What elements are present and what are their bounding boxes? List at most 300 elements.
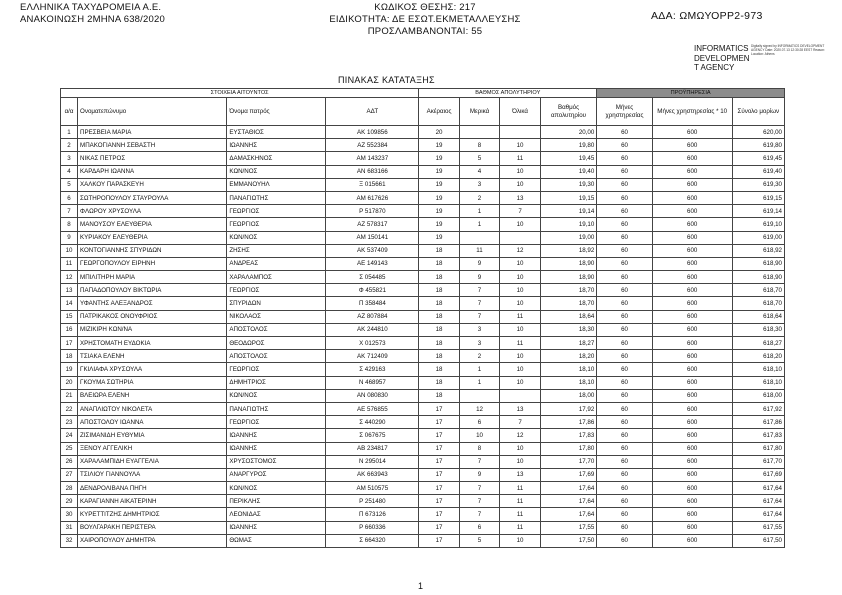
cell-months: 60 (597, 271, 652, 284)
cell-partial: 7 (459, 455, 500, 468)
cell-sum: 617,80 (732, 442, 784, 455)
cell-father: ΚΩΝ/ΝΟΣ (227, 482, 326, 495)
cell-aa: 24 (61, 429, 78, 442)
cell-father: ΚΩΝ/ΝΟΣ (227, 389, 326, 402)
cell-integer: 18 (419, 337, 460, 350)
table-row (61, 244, 785, 257)
col-partial: Μερικά (459, 98, 500, 126)
cell-id: ΑΚ 712409 (326, 350, 419, 363)
cell-aa: 23 (61, 416, 78, 429)
cell-grade: 19,40 (540, 165, 597, 178)
cell-aa: 11 (61, 257, 78, 270)
cell-integer: 18 (419, 257, 460, 270)
table-row (61, 402, 785, 415)
cell-months: 60 (597, 178, 652, 191)
cell-father: ΓΕΩΡΓΙΟΣ (227, 218, 326, 231)
cell-aa: 9 (61, 231, 78, 244)
cell-partial: 6 (459, 521, 500, 534)
cell-name: ΜΠΙΛΙΤΗΡΗ ΜΑΡΙΑ (78, 271, 227, 284)
cell-partial: 5 (459, 152, 500, 165)
cell-father: ΖΗΣΗΣ (227, 244, 326, 257)
cell-name: ΖΙΣΙΜΑΝΙΔΗ ΕΥΘΥΜΙΑ (78, 429, 227, 442)
cell-sum: 618,30 (732, 323, 784, 336)
cell-total: 7 (500, 205, 541, 218)
cell-months: 60 (597, 508, 652, 521)
cell-sum: 619,30 (732, 178, 784, 191)
cell-sum: 619,45 (732, 152, 784, 165)
cell-grade: 19,80 (540, 139, 597, 152)
cell-sum: 617,70 (732, 455, 784, 468)
cell-aa: 20 (61, 376, 78, 389)
table-row (61, 350, 785, 363)
cell-months10: 600 (652, 271, 732, 284)
cell-name: ΚΑΡΑΓΙΑΝΝΗ ΑΙΚΑΤΕΡΙΝΗ (78, 495, 227, 508)
cell-aa: 18 (61, 350, 78, 363)
cell-aa: 25 (61, 442, 78, 455)
cell-total: 10 (500, 363, 541, 376)
cell-name: ΝΙΚΑΣ ΠΕΤΡΟΣ (78, 152, 227, 165)
page-number: 1 (418, 581, 424, 591)
cell-father: ΠΑΝΑΓΙΩΤΗΣ (227, 402, 326, 415)
col-total: Όλικά (500, 98, 541, 126)
cell-total: 11 (500, 508, 541, 521)
cell-total: 10 (500, 323, 541, 336)
cell-sum: 618,00 (732, 389, 784, 402)
table-row (61, 389, 785, 402)
cell-grade: 18,90 (540, 271, 597, 284)
cell-id: ΑΚ 244810 (326, 323, 419, 336)
table-row (61, 218, 785, 231)
cell-partial: 1 (459, 218, 500, 231)
group-experience: ΠΡΟΫΠΗΡΕΣΙΑ (597, 89, 785, 98)
cell-sum: 619,40 (732, 165, 784, 178)
table-row (61, 152, 785, 165)
cell-father: ΚΩΝ/ΝΟΣ (227, 231, 326, 244)
cell-integer: 18 (419, 389, 460, 402)
cell-sum: 617,86 (732, 416, 784, 429)
cell-integer: 18 (419, 310, 460, 323)
cell-total: 12 (500, 429, 541, 442)
cell-total (500, 126, 541, 139)
specialty: ΕΙΔΙΚΟΤΗΤΑ: ΔΕ ΕΣΩΤ.ΕΚΜΕΤΑΛΛΕΥΣΗΣ (329, 14, 521, 25)
cell-integer: 18 (419, 376, 460, 389)
cell-months10: 600 (652, 495, 732, 508)
cell-father: ΘΕΟΔΩΡΟΣ (227, 337, 326, 350)
cell-id: ΑΚ 663943 (326, 468, 419, 481)
col-id: ΑΔΤ (326, 98, 419, 126)
cell-name: ΔΕΝΔΡΟΛΙΒΑΝΑ ΠΗΓΗ (78, 482, 227, 495)
cell-father: ΓΕΩΡΓΙΟΣ (227, 284, 326, 297)
cell-aa: 4 (61, 165, 78, 178)
table-row (61, 178, 785, 191)
cell-grade: 17,70 (540, 455, 597, 468)
group-grade: ΒΑΘΜΟΣ ΑΠΟΛΥΤΗΡΙΟΥ (419, 89, 597, 98)
cell-name: ΑΝΑΠΛΙΩΤΟΥ ΝΙΚΟΛΕΤΑ (78, 402, 227, 415)
cell-total: 13 (500, 468, 541, 481)
table-row (61, 429, 785, 442)
cell-months10: 600 (652, 284, 732, 297)
cell-months: 60 (597, 363, 652, 376)
table-body (61, 126, 785, 548)
cell-integer: 18 (419, 271, 460, 284)
cell-months: 60 (597, 323, 652, 336)
cell-grade: 18,70 (540, 284, 597, 297)
cell-months: 60 (597, 139, 652, 152)
col-months10: Μήνες χρηστηρεσίας * 10 (652, 98, 732, 126)
cell-months10: 600 (652, 508, 732, 521)
cell-partial: 7 (459, 495, 500, 508)
cell-id: Ν 468957 (326, 376, 419, 389)
table-row (61, 126, 785, 139)
cell-months10: 600 (652, 442, 732, 455)
cell-aa: 26 (61, 455, 78, 468)
table-row (61, 165, 785, 178)
cell-partial: 11 (459, 244, 500, 257)
cell-sum: 619,10 (732, 218, 784, 231)
cell-id: Σ 440290 (326, 416, 419, 429)
cell-name: ΧΡΗΣΤΟΜΑΤΗ ΕΥΔΟΚΙΑ (78, 337, 227, 350)
cell-months10: 600 (652, 205, 732, 218)
table-row (61, 468, 785, 481)
cell-total (500, 389, 541, 402)
cell-months10: 600 (652, 297, 732, 310)
announcement-number: ΑΝΑΚΟΙΝΩΣΗ 2ΜΗΝΑ 638/2020 (20, 14, 165, 25)
position-code: ΚΩΔΙΚΟΣ ΘΕΣΗΣ: 217 (374, 2, 476, 13)
cell-id: ΑΝ 080830 (326, 389, 419, 402)
cell-aa: 19 (61, 363, 78, 376)
cell-grade: 20,00 (540, 126, 597, 139)
cell-sum: 618,27 (732, 337, 784, 350)
cell-id: Ρ 660336 (326, 521, 419, 534)
cell-id: ΑΕ 149143 (326, 257, 419, 270)
cell-partial (459, 389, 500, 402)
cell-name: ΓΕΩΡΓΟΠΟΥΛΟΥ ΕΙΡΗΝΗ (78, 257, 227, 270)
cell-months10: 600 (652, 323, 732, 336)
cell-partial: 7 (459, 284, 500, 297)
table-row (61, 323, 785, 336)
table-row (61, 297, 785, 310)
cell-grade: 17,64 (540, 508, 597, 521)
table-row (61, 521, 785, 534)
cell-sum: 618,10 (732, 363, 784, 376)
cell-name: ΧΑΛΚΟΥ ΠΑΡΑΣΚΕΥΗ (78, 178, 227, 191)
cell-name: ΜΙΖΙΚΙΡΗ ΚΩΝ/ΝΑ (78, 323, 227, 336)
cell-months: 60 (597, 468, 652, 481)
cell-aa: 30 (61, 508, 78, 521)
cell-grade: 19,45 (540, 152, 597, 165)
cell-aa: 15 (61, 310, 78, 323)
cell-total: 10 (500, 218, 541, 231)
cell-aa: 17 (61, 337, 78, 350)
table-row (61, 205, 785, 218)
cell-name: ΞΕΝΟΥ ΑΓΓΕΛΙΚΗ (78, 442, 227, 455)
cell-months10: 600 (652, 363, 732, 376)
cell-integer: 18 (419, 297, 460, 310)
cell-father: ΣΠΥΡΙΔΩΝ (227, 297, 326, 310)
cell-grade: 19,10 (540, 218, 597, 231)
cell-sum: 617,55 (732, 521, 784, 534)
cell-integer: 18 (419, 244, 460, 257)
cell-father: ΔΗΜΗΤΡΙΟΣ (227, 376, 326, 389)
cell-father: ΚΩΝ/ΝΟΣ (227, 165, 326, 178)
cell-aa: 28 (61, 482, 78, 495)
cell-father: ΔΑΜΑΣΚΗΝΟΣ (227, 152, 326, 165)
cell-aa: 29 (61, 495, 78, 508)
cell-partial: 12 (459, 402, 500, 415)
cell-grade: 18,70 (540, 297, 597, 310)
cell-father: ΓΕΩΡΓΙΟΣ (227, 363, 326, 376)
cell-integer: 19 (419, 165, 460, 178)
cell-integer: 18 (419, 363, 460, 376)
cell-integer: 18 (419, 284, 460, 297)
cell-total: 11 (500, 521, 541, 534)
cell-father: ΓΕΩΡΓΙΟΣ (227, 205, 326, 218)
cell-id: Σ 664320 (326, 534, 419, 547)
cell-months: 60 (597, 521, 652, 534)
cell-grade: 17,50 (540, 534, 597, 547)
cell-id: Π 673126 (326, 508, 419, 521)
cell-integer: 17 (419, 455, 460, 468)
cell-partial: 3 (459, 337, 500, 350)
cell-months: 60 (597, 350, 652, 363)
table-row (61, 139, 785, 152)
cell-partial: 2 (459, 191, 500, 204)
cell-months: 60 (597, 402, 652, 415)
cell-sum: 617,64 (732, 482, 784, 495)
col-name: Ονοματεπώνυμο (78, 98, 227, 126)
cell-name: ΧΑΙΡΟΠΟΥΛΟΥ ΔΗΜΗΤΡΑ (78, 534, 227, 547)
cell-father: ΙΩΑΝΝΗΣ (227, 442, 326, 455)
cell-name: ΦΛΩΡΟΥ ΧΡΥΣΟΥΛΑ (78, 205, 227, 218)
table-row (61, 191, 785, 204)
cell-grade: 18,92 (540, 244, 597, 257)
cell-months: 60 (597, 455, 652, 468)
cell-father: ΘΩΜΑΣ (227, 534, 326, 547)
cell-aa: 5 (61, 178, 78, 191)
cell-sum: 619,80 (732, 139, 784, 152)
cell-months: 60 (597, 191, 652, 204)
cell-name: ΚΥΡΙΑΚΟΥ ΕΛΕΥΘΕΡΙΑ (78, 231, 227, 244)
org-name: ΕΛΛΗΝΙΚΑ ΤΑΧΥΔΡΟΜΕΙΑ Α.Ε. (20, 2, 162, 13)
cell-aa: 6 (61, 191, 78, 204)
cell-integer: 19 (419, 191, 460, 204)
cell-total: 10 (500, 178, 541, 191)
cell-integer: 19 (419, 218, 460, 231)
cell-grade: 18,90 (540, 257, 597, 270)
cell-total: 10 (500, 350, 541, 363)
cell-partial: 7 (459, 508, 500, 521)
cell-partial: 10 (459, 429, 500, 442)
cell-integer: 19 (419, 178, 460, 191)
cell-id: ΑΝ 683166 (326, 165, 419, 178)
cell-aa: 21 (61, 389, 78, 402)
table-row (61, 363, 785, 376)
cell-sum: 618,64 (732, 310, 784, 323)
cell-id: Ρ 251480 (326, 495, 419, 508)
cell-aa: 2 (61, 139, 78, 152)
cell-grade: 19,30 (540, 178, 597, 191)
cell-months: 60 (597, 482, 652, 495)
cell-father: ΕΜΜΑΝΟΥΗΛ (227, 178, 326, 191)
cell-total: 10 (500, 257, 541, 270)
cell-months: 60 (597, 257, 652, 270)
col-father: Όνομα πατρός (227, 98, 326, 126)
cell-father: ΑΝΔΡΕΑΣ (227, 257, 326, 270)
cell-sum: 619,15 (732, 191, 784, 204)
cell-aa: 22 (61, 402, 78, 415)
group-applicant: ΣΤΟΙΧΕΙΑ ΑΙΤΟΥΝΤΟΣ (61, 89, 419, 98)
cell-months: 60 (597, 205, 652, 218)
cell-grade: 17,55 (540, 521, 597, 534)
cell-id: ΑΖ 552384 (326, 139, 419, 152)
cell-name: ΠΡΕΣΒΕΙΑ ΜΑΡΙΑ (78, 126, 227, 139)
cell-months10: 600 (652, 534, 732, 547)
cell-partial: 7 (459, 310, 500, 323)
cell-total: 10 (500, 139, 541, 152)
cell-aa: 14 (61, 297, 78, 310)
table-row (61, 257, 785, 270)
cell-aa: 12 (61, 271, 78, 284)
cell-grade: 18,27 (540, 337, 597, 350)
cell-months10: 600 (652, 389, 732, 402)
table-row (61, 442, 785, 455)
col-sum: Σύνολο μορίων (732, 98, 784, 126)
cell-aa: 16 (61, 323, 78, 336)
cell-integer: 17 (419, 402, 460, 415)
cell-partial: 7 (459, 482, 500, 495)
cell-sum: 618,92 (732, 244, 784, 257)
cell-total: 10 (500, 165, 541, 178)
cell-grade: 17,64 (540, 495, 597, 508)
ranking-table (60, 88, 785, 548)
cell-name: ΓΚΙΛΙΑΦΑ ΧΡΥΣΟΥΛΑ (78, 363, 227, 376)
cell-name: ΥΦΑΝΤΗΣ ΑΛΕΞΑΝΔΡΟΣ (78, 297, 227, 310)
signature-stamp (694, 44, 824, 74)
cell-name: ΠΑΤΡΙΚΑΚΟΣ ΟΝΟΥΦΡΙΟΣ (78, 310, 227, 323)
cell-sum: 617,69 (732, 468, 784, 481)
ada-code: ΑΔΑ: ΩΜΩΥΟΡΡ2-973 (651, 10, 763, 22)
cell-months10: 600 (652, 231, 732, 244)
table-row (61, 455, 785, 468)
cell-months10: 600 (652, 402, 732, 415)
cell-father: ΝΙΚΟΛΑΟΣ (227, 310, 326, 323)
cell-sum: 617,64 (732, 495, 784, 508)
cell-id: Σ 054485 (326, 271, 419, 284)
cell-partial: 1 (459, 376, 500, 389)
cell-id: ΑΜ 617626 (326, 191, 419, 204)
col-aa: α/α (61, 98, 78, 126)
cell-grade: 17,86 (540, 416, 597, 429)
cell-name: ΜΑΝΟΥΣΟΥ ΕΛΕΥΘΕΡΙΑ (78, 218, 227, 231)
cell-months: 60 (597, 389, 652, 402)
table-row (61, 534, 785, 547)
cell-months10: 600 (652, 152, 732, 165)
cell-total: 11 (500, 337, 541, 350)
cell-integer: 17 (419, 429, 460, 442)
cell-months10: 600 (652, 482, 732, 495)
cell-id: Σ 429163 (326, 363, 419, 376)
table-row (61, 284, 785, 297)
cell-aa: 13 (61, 284, 78, 297)
table-row (61, 495, 785, 508)
cell-sum: 617,92 (732, 402, 784, 415)
cell-father: ΠΕΡΙΚΛΗΣ (227, 495, 326, 508)
cell-id: Ν 295014 (326, 455, 419, 468)
cell-months: 60 (597, 429, 652, 442)
cell-father: ΛΕΟΝΙΔΑΣ (227, 508, 326, 521)
cell-months10: 600 (652, 455, 732, 468)
cell-partial: 8 (459, 442, 500, 455)
cell-partial: 7 (459, 297, 500, 310)
cell-months: 60 (597, 218, 652, 231)
cell-integer: 19 (419, 231, 460, 244)
cell-grade: 17,92 (540, 402, 597, 415)
cell-id: ΑΜ 150141 (326, 231, 419, 244)
cell-grade: 17,64 (540, 482, 597, 495)
cell-name: ΣΩΤΗΡΟΠΟΥΛΟΥ ΣΤΑΥΡΟΥΛΑ (78, 191, 227, 204)
cell-id: Ξ 015661 (326, 178, 419, 191)
table-row (61, 310, 785, 323)
cell-months10: 600 (652, 376, 732, 389)
cell-name: ΚΥΡΕΤΤΙΤΖΗΣ ΔΗΜΗΤΡΙΟΣ (78, 508, 227, 521)
cell-integer: 17 (419, 534, 460, 547)
cell-father: ΑΠΟΣΤΟΛΟΣ (227, 323, 326, 336)
cell-months10: 600 (652, 126, 732, 139)
cell-months: 60 (597, 416, 652, 429)
cell-sum: 617,83 (732, 429, 784, 442)
cell-father: ΑΝΑΡΓΥΡΟΣ (227, 468, 326, 481)
cell-grade: 19,15 (540, 191, 597, 204)
cell-aa: 31 (61, 521, 78, 534)
cell-total: 11 (500, 310, 541, 323)
cell-father: ΙΩΑΝΝΗΣ (227, 429, 326, 442)
cell-partial (459, 231, 500, 244)
cell-grade: 18,20 (540, 350, 597, 363)
cell-sum: 617,64 (732, 508, 784, 521)
cell-partial: 5 (459, 534, 500, 547)
cell-months: 60 (597, 337, 652, 350)
cell-months10: 600 (652, 191, 732, 204)
cell-name: ΒΟΥΛΓΑΡΑΚΗ ΠΕΡΙΣΤΕΡΑ (78, 521, 227, 534)
cell-grade: 18,30 (540, 323, 597, 336)
cell-months10: 600 (652, 337, 732, 350)
cell-integer: 17 (419, 442, 460, 455)
cell-total: 12 (500, 244, 541, 257)
cell-months: 60 (597, 495, 652, 508)
cell-name: ΤΣΙΛΙΟΥ ΓΙΑΝΝΟΥΛΑ (78, 468, 227, 481)
cell-total (500, 231, 541, 244)
cell-grade: 18,10 (540, 376, 597, 389)
cell-name: ΧΑΡΑΛΑΜΠΙΔΗ ΕΥΑΓΓΕΛΙΑ (78, 455, 227, 468)
cell-sum: 619,14 (732, 205, 784, 218)
cell-partial: 1 (459, 363, 500, 376)
cell-sum: 620,00 (732, 126, 784, 139)
cell-id: Ρ 517870 (326, 205, 419, 218)
col-grade: Βαθμός απολυτηρίου (540, 98, 597, 126)
cell-grade: 17,80 (540, 442, 597, 455)
cell-total: 10 (500, 455, 541, 468)
cell-months: 60 (597, 376, 652, 389)
cell-integer: 19 (419, 139, 460, 152)
cell-partial: 4 (459, 165, 500, 178)
cell-partial: 3 (459, 323, 500, 336)
cell-id: ΑΚ 537409 (326, 244, 419, 257)
table-row (61, 271, 785, 284)
cell-integer: 17 (419, 495, 460, 508)
signer-name: INFORMATICS DEVELOPMEN T AGENCY (694, 44, 750, 72)
cell-partial (459, 126, 500, 139)
cell-id: ΑΜ 510575 (326, 482, 419, 495)
